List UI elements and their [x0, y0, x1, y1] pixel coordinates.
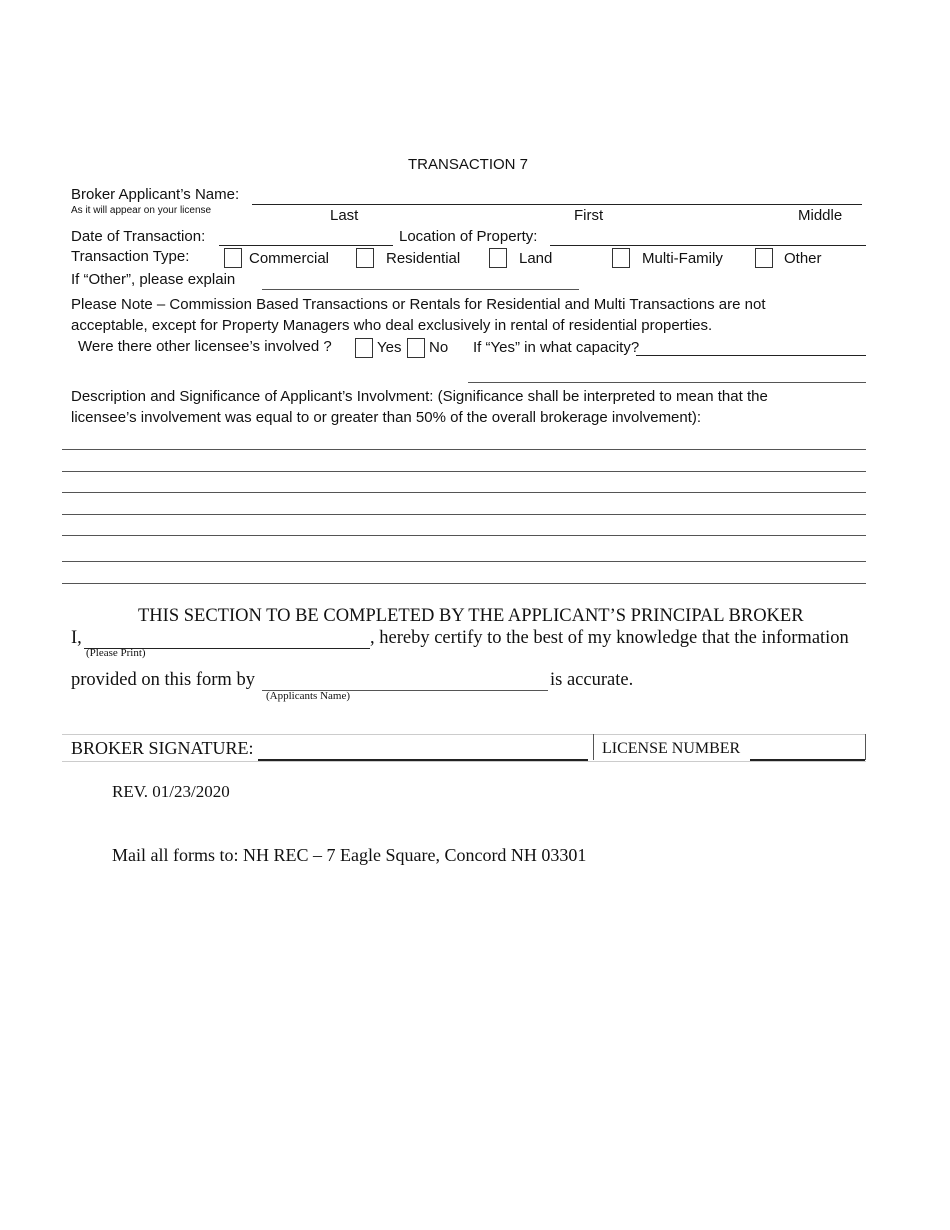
commercial-checkbox[interactable] — [224, 248, 242, 268]
licensee-question: Were there other licensee’s involved ? — [78, 338, 332, 355]
license-number-field[interactable] — [750, 759, 865, 761]
land-label: Land — [519, 250, 553, 267]
other-checkbox[interactable] — [755, 248, 773, 268]
licensee-yes-checkbox[interactable] — [355, 338, 373, 358]
land-checkbox[interactable] — [489, 248, 507, 268]
col-middle-label: Middle — [798, 207, 843, 224]
capacity-field[interactable] — [636, 355, 866, 356]
description-line-1: Description and Significance of Applicant’s Involvment: (Significance shall be interpreted to mean that the — [71, 388, 768, 405]
broker-signature-label: BROKER SIGNATURE: — [71, 738, 254, 758]
note-line-2: acceptable, except for Property Managers who deal exclusively in rental of residential properties. — [71, 317, 713, 334]
is-accurate-text: is accurate. — [550, 670, 634, 690]
capacity-label: If “Yes” in what capacity? — [473, 339, 640, 356]
certify-text: , hereby certify to the best of my knowledge that the information — [370, 628, 849, 648]
description-answer-line[interactable] — [62, 471, 866, 472]
licensee-no-checkbox[interactable] — [407, 338, 425, 358]
license-number-label: LICENSE NUMBER — [602, 740, 741, 757]
residential-checkbox[interactable] — [356, 248, 374, 268]
signature-divider — [593, 734, 594, 760]
residential-label: Residential — [386, 250, 461, 267]
form-title: TRANSACTION 7 — [408, 156, 529, 173]
location-label: Location of Property: — [399, 228, 538, 245]
location-field[interactable] — [550, 245, 866, 246]
licensee-yes-label: Yes — [377, 339, 402, 356]
revision-date: REV. 01/23/2020 — [112, 782, 230, 801]
description-answer-line[interactable] — [62, 535, 866, 536]
description-answer-line[interactable] — [62, 561, 866, 562]
applicants-name-hint: (Applicants Name) — [266, 690, 350, 702]
date-field[interactable] — [219, 245, 393, 246]
col-first-label: First — [574, 207, 604, 224]
applicant-name-label: Broker Applicant’s Name: — [71, 186, 240, 203]
other-explain-label: If “Other”, please explain — [71, 271, 236, 288]
broker-signature-field[interactable] — [258, 759, 588, 761]
description-answer-line[interactable] — [62, 449, 866, 450]
date-label: Date of Transaction: — [71, 228, 206, 245]
description-line-2: licensee’s involvement was equal to or greater than 50% of the overall brokerage involvement): — [71, 409, 702, 426]
col-last-label: Last — [330, 207, 359, 224]
capacity-field-continued[interactable] — [468, 382, 866, 383]
description-answer-line[interactable] — [62, 514, 866, 515]
mail-address: Mail all forms to: NH REC – 7 Eagle Square, Concord NH 03301 — [112, 845, 587, 865]
provided-text: provided on this form by — [71, 670, 255, 690]
other-explain-field[interactable] — [262, 289, 579, 290]
description-answer-line[interactable] — [62, 583, 866, 584]
applicant-name-field[interactable] — [252, 204, 862, 205]
multi-family-label: Multi-Family — [642, 250, 723, 267]
i-prefix: I, — [71, 628, 82, 648]
commercial-label: Commercial — [249, 250, 330, 267]
please-print-hint: (Please Print) — [86, 647, 146, 659]
other-label: Other — [784, 250, 822, 267]
transaction-type-label: Transaction Type: — [71, 248, 190, 265]
signature-row-end — [865, 734, 866, 760]
multi-family-checkbox[interactable] — [612, 248, 630, 268]
licensee-no-label: No — [429, 339, 449, 356]
applicant-name-hint: As it will appear on your license — [71, 205, 212, 216]
note-line-1: Please Note – Commission Based Transactions or Rentals for Residential and Multi Transactions are not — [71, 296, 766, 313]
broker-section-heading: THIS SECTION TO BE COMPLETED BY THE APPLICANT’S PRINCIPAL BROKER — [138, 606, 804, 626]
description-answer-line[interactable] — [62, 492, 866, 493]
